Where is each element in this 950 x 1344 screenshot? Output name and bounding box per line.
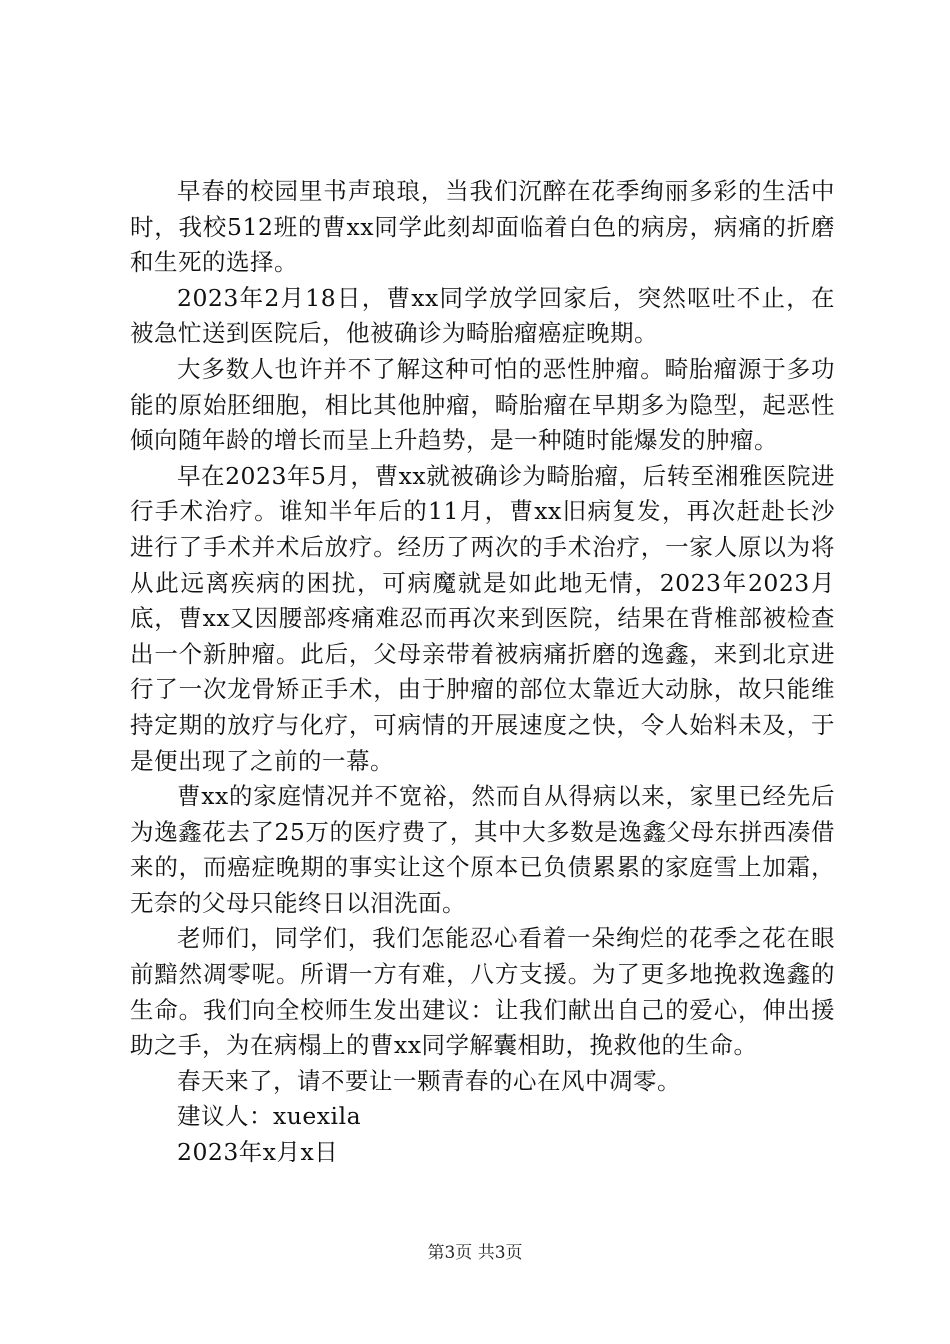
date-line: 2023年x月x日 — [177, 1138, 339, 1167]
paragraph-intro: 早春的校园里书声琅琅，当我们沉醉在花季绚丽多彩的生活中时，我校512班的曹xx同学此刻却面临着白色的病房，病痛的折磨和生死的选择。 — [130, 177, 835, 277]
paragraph-treatment-history: 早在2023年5月，曹xx就被确诊为畸胎瘤，后转至湘雅医院进行手术治疗。谁知半年后的11月，曹xx旧病复发，再次赶赴长沙进行了手术并术后放疗。经历了两次的手术治疗，一家人原以为将从此远离疾病的困扰，可病魔就是如此地无情，2023年2023月底，曹xx又因腰部疼痛难忍而再次来到医院，结果在背椎部被检查出一个新肿瘤。此后，父母亲带着被病痛折磨的逸鑫，来到北京进行了一次龙骨矫正手术，由于肿瘤的部位太靠近大动脉，故只能维持定期的放疗与化疗，可病情的开展速度之快，令人始料未及，于是便出现了之前的一幕。 — [130, 461, 835, 775]
paragraph-tumor-description: 大多数人也许并不了解这种可怕的恶性肿瘤。畸胎瘤源于多功能的原始胚细胞，相比其他肿瘤，畸胎瘤在早期多为隐型，起恶性倾向随年龄的增长而呈上升趋势，是一种随时能爆发的肿瘤。 — [130, 354, 835, 455]
page-footer: 第3页 共3页 — [427, 1243, 523, 1263]
paragraph-appeal: 老师们，同学们，我们怎能忍心看着一朵绚烂的花季之花在眼前黯然凋零呢。所谓一方有难，八方支援。为了更多地挽救逸鑫的生命。我们向全校师生发出建议：让我们献出自己的爱心，伸出援助之手，为在病榻上的曹xx同学解囊相助，挽救他的生命。 — [130, 924, 835, 1060]
paragraph-family-situation: 曹xx的家庭情况并不宽裕，然而自从得病以来，家里已经先后为逸鑫花去了25万的医疗费了，其中大多数是逸鑫父母东拼西凑借来的，而癌症晚期的事实让这个原本已负债累累的家庭雪上加霜，无奈的父母只能终日以泪洗面。 — [130, 782, 835, 917]
signature-line: 建议人：xuexila — [177, 1102, 362, 1131]
paragraph-closing: 春天来了，请不要让一颗青春的心在风中凋零。 — [177, 1066, 681, 1095]
document-body — [130, 174, 835, 1171]
paragraph-diagnosis: 2023年2月18日，曹xx同学放学回家后，突然呕吐不止，在被急忙送到医院后，他被确诊为畸胎瘤癌症晚期。 — [130, 283, 835, 348]
